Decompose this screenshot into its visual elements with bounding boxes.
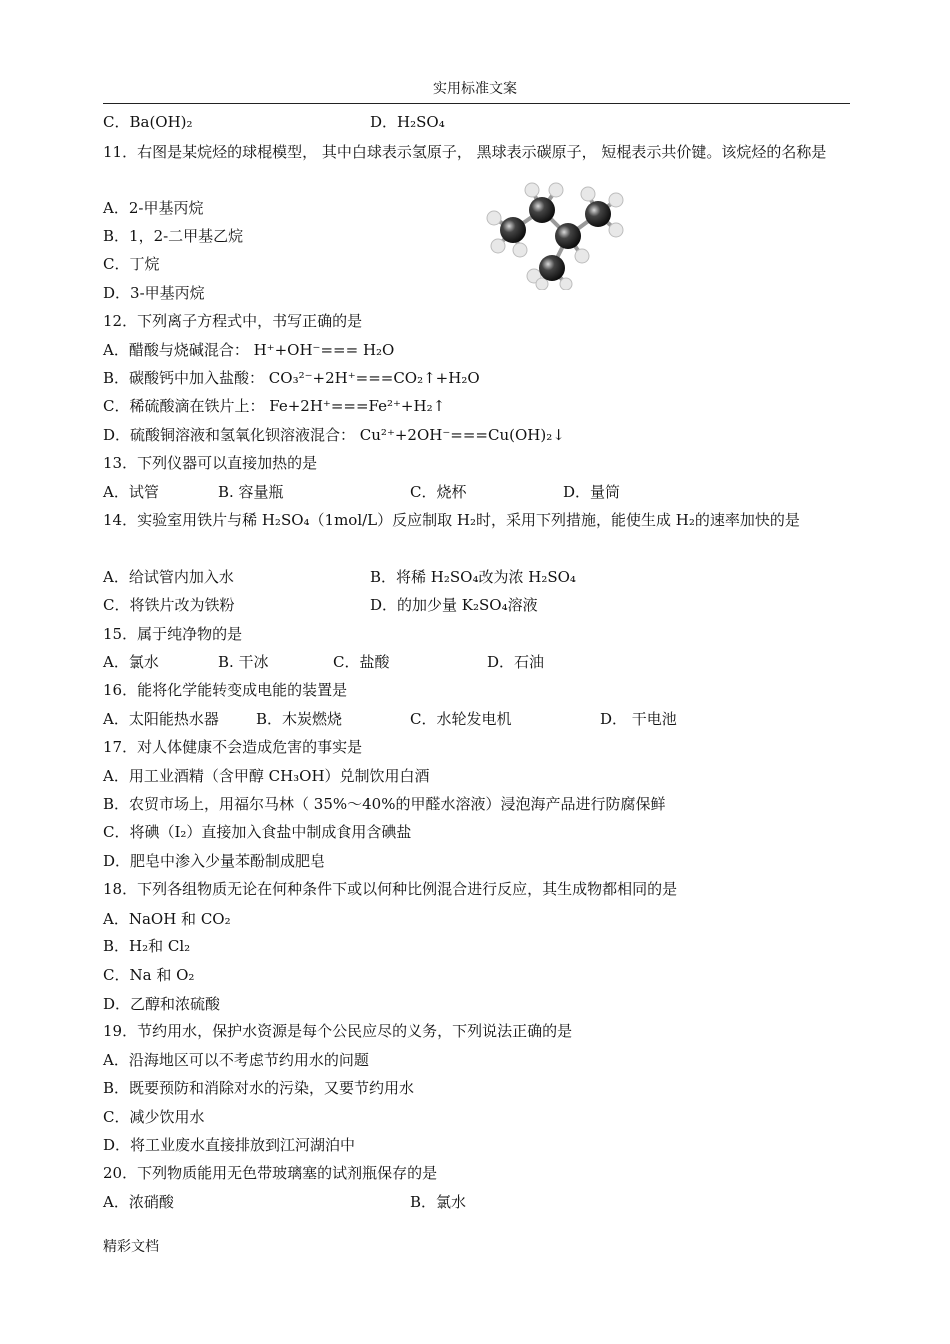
option-text: C．水轮发电机 [410, 710, 512, 728]
text-line: C．丁烷 [103, 255, 160, 273]
text-line: D．将工业废水直接排放到江河湖泊中 [103, 1136, 356, 1154]
text-line: A．2-甲基丙烷 [103, 199, 204, 217]
option-text: C．Ba(OH)₂ [103, 113, 193, 131]
option-text: D．H₂SO₄ [370, 113, 445, 131]
text-line: B．H₂和 Cl₂ [103, 937, 191, 955]
text-line: B．既要预防和消除对水的污染，又要节约用水 [103, 1079, 415, 1097]
option-text: B．木炭燃烧 [256, 710, 343, 728]
text-line: C．减少饮用水 [103, 1108, 205, 1126]
page-footer: 精彩文档 [103, 1239, 159, 1255]
text-line: 17．对人体健康不会造成危害的事实是 [103, 738, 363, 756]
text-line: D．乙醇和浓硫酸 [103, 995, 221, 1013]
text-line: D．硫酸铜溶液和氢氧化钡溶液混合： Cu²⁺+2OH⁻===Cu(OH)₂↓ [103, 426, 565, 444]
option-text: D．的加少量 K₂SO₄溶液 [370, 596, 538, 614]
text-line: C．将碘（I₂）直接加入食盐中制成食用含碘盐 [103, 823, 412, 841]
page-header: 实用标准文案 [433, 81, 517, 97]
text-line: 11．右图是某烷烃的球棍模型， 其中白球表示氢原子， 黑球表示碳原子， 短棍表示共价键。该烷烃的名称是 [103, 143, 827, 161]
option-text: A．太阳能热水器 [103, 710, 219, 728]
text-line: 19．节约用水，保护水资源是每个公民应尽的义务，下列说法正确的是 [103, 1022, 573, 1040]
option-text: A．氯水 [103, 653, 159, 671]
option-text: D． 干电池 [600, 710, 677, 728]
option-text: D．石油 [487, 653, 545, 671]
option-text: B．将稀 H₂SO₄改为浓 H₂SO₄ [370, 568, 576, 586]
text-line: D．3-甲基丙烷 [103, 284, 205, 302]
text-line: C．Na 和 O₂ [103, 966, 195, 984]
option-text: A．给试管内加入水 [103, 568, 234, 586]
option-text: A．浓硝酸 [103, 1193, 174, 1211]
text-line: 16．能将化学能转变成电能的装置是 [103, 681, 348, 699]
option-text: C．将铁片改为铁粉 [103, 596, 235, 614]
text-line: 14．实验室用铁片与稀 H₂SO₄（1mol/L）反应制取 H₂时，采用下列措施，能使生成 H₂的速率加快的是 [103, 511, 800, 529]
text-line: D．肥皂中渗入少量苯酚制成肥皂 [103, 852, 326, 870]
option-text: C．烧杯 [410, 483, 467, 501]
option-text: A．试管 [103, 483, 159, 501]
text-line: B．碳酸钙中加入盐酸： CO₃²⁻+2H⁺===CO₂↑+H₂O [103, 369, 480, 387]
text-line: 13．下列仪器可以直接加热的是 [103, 454, 318, 472]
option-text: D．量筒 [563, 483, 621, 501]
text-line: A．醋酸与烧碱混合： H⁺+OH⁻=== H₂O [103, 341, 395, 359]
text-line: A．沿海地区可以不考虑节约用水的问题 [103, 1051, 369, 1069]
option-text: B. 干冰 [218, 653, 269, 671]
text-line: A．NaOH 和 CO₂ [103, 910, 231, 928]
text-line: C．稀硫酸滴在铁片上： Fe+2H⁺===Fe²⁺+H₂↑ [103, 397, 446, 415]
text-line: 12．下列离子方程式中，书写正确的是 [103, 312, 363, 330]
text-line: B．农贸市场上，用福尔马林（ 35%～40%的甲醛水溶液）浸泡海产品进行防腐保鲜 [103, 795, 666, 813]
header-rule [103, 103, 850, 104]
text-line: B．1，2-二甲基乙烷 [103, 227, 244, 245]
option-text: C．盐酸 [333, 653, 390, 671]
text-line: 20．下列物质能用无色带玻璃塞的试剂瓶保存的是 [103, 1164, 438, 1182]
text-line: 18．下列各组物质无论在何种条件下或以何种比例混合进行反应，其生成物都相同的是 [103, 880, 678, 898]
option-text: B. 容量瓶 [218, 483, 284, 501]
option-text: B．氯水 [410, 1193, 467, 1211]
text-line: A．用工业酒精（含甲醇 CH₃OH）兑制饮用白酒 [103, 767, 430, 785]
ball-and-stick-model [480, 180, 660, 290]
text-line: 15．属于纯净物的是 [103, 625, 243, 643]
